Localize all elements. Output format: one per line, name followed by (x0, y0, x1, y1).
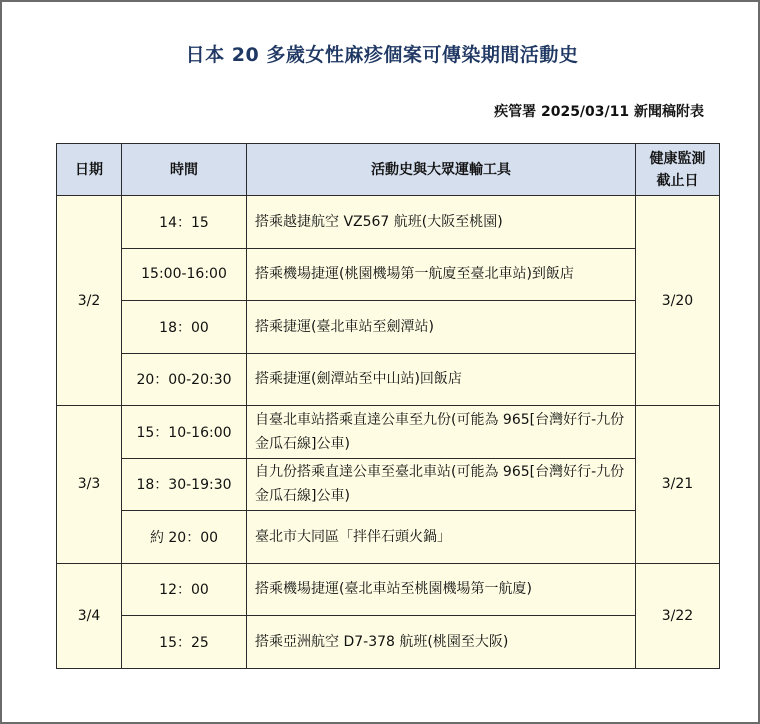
date-cell: 3/3 (57, 406, 122, 564)
time-cell: 12：00 (122, 563, 247, 616)
activity-cell: 搭乘越捷航空 VZ567 航班(大阪至桃園) (247, 196, 636, 249)
activity-cell: 自九份搭乘直達公車至臺北車站(可能為 965[台灣好行-九份金瓜石線]公車) (247, 458, 636, 511)
monitor-end-cell: 3/22 (636, 563, 720, 668)
date-cell: 3/4 (57, 563, 122, 668)
activity-cell: 搭乘機場捷運(臺北車站至桃園機場第一航廈) (247, 563, 636, 616)
header-activity: 活動史與大眾運輸工具 (247, 144, 636, 196)
activity-cell: 臺北市大同區「拌伴石頭火鍋」 (247, 511, 636, 564)
time-cell: 15：10-16:00 (122, 406, 247, 459)
activity-cell: 搭乘亞洲航空 D7-378 航班(桃園至大阪) (247, 616, 636, 669)
time-cell: 14：15 (122, 196, 247, 249)
time-cell: 18：00 (122, 301, 247, 354)
document-subtitle: 疾管署 2025/03/11 新聞稿附表 (494, 104, 704, 120)
header-monitor-end (636, 144, 720, 196)
table-row (57, 353, 720, 406)
table-row (57, 248, 720, 301)
table-row (57, 563, 720, 616)
time-cell: 20：00-20:30 (122, 353, 247, 406)
time-cell: 約 20：00 (122, 511, 247, 564)
table-row (57, 301, 720, 354)
monitor-end-cell: 3/20 (636, 196, 720, 406)
table-header-row (57, 144, 720, 196)
header-monitor-line1: 健康監測 (649, 150, 706, 167)
activity-table (56, 143, 720, 669)
table-row (57, 616, 720, 669)
header-time: 時間 (122, 144, 247, 196)
monitor-end-cell: 3/21 (636, 406, 720, 564)
time-cell: 15:00-16:00 (122, 248, 247, 301)
table-row (57, 196, 720, 249)
header-date: 日期 (57, 144, 122, 196)
table-row (57, 511, 720, 564)
activity-cell: 自臺北車站搭乘直達公車至九份(可能為 965[台灣好行-九份金瓜石線]公車) (247, 406, 636, 459)
table-row (57, 458, 720, 511)
activity-cell: 搭乘捷運(劍潭站至中山站)回飯店 (247, 353, 636, 406)
date-cell: 3/2 (57, 196, 122, 406)
time-cell: 15：25 (122, 616, 247, 669)
activity-cell: 搭乘捷運(臺北車站至劍潭站) (247, 301, 636, 354)
document-title: 日本 20 多歲女性麻疹個案可傳染期間活動史 (185, 44, 579, 66)
table-row (57, 406, 720, 459)
header-monitor-line2: 截止日 (656, 172, 699, 189)
time-cell: 18：30-19:30 (122, 458, 247, 511)
activity-cell: 搭乘機場捷運(桃園機場第一航廈至臺北車站)到飯店 (247, 248, 636, 301)
